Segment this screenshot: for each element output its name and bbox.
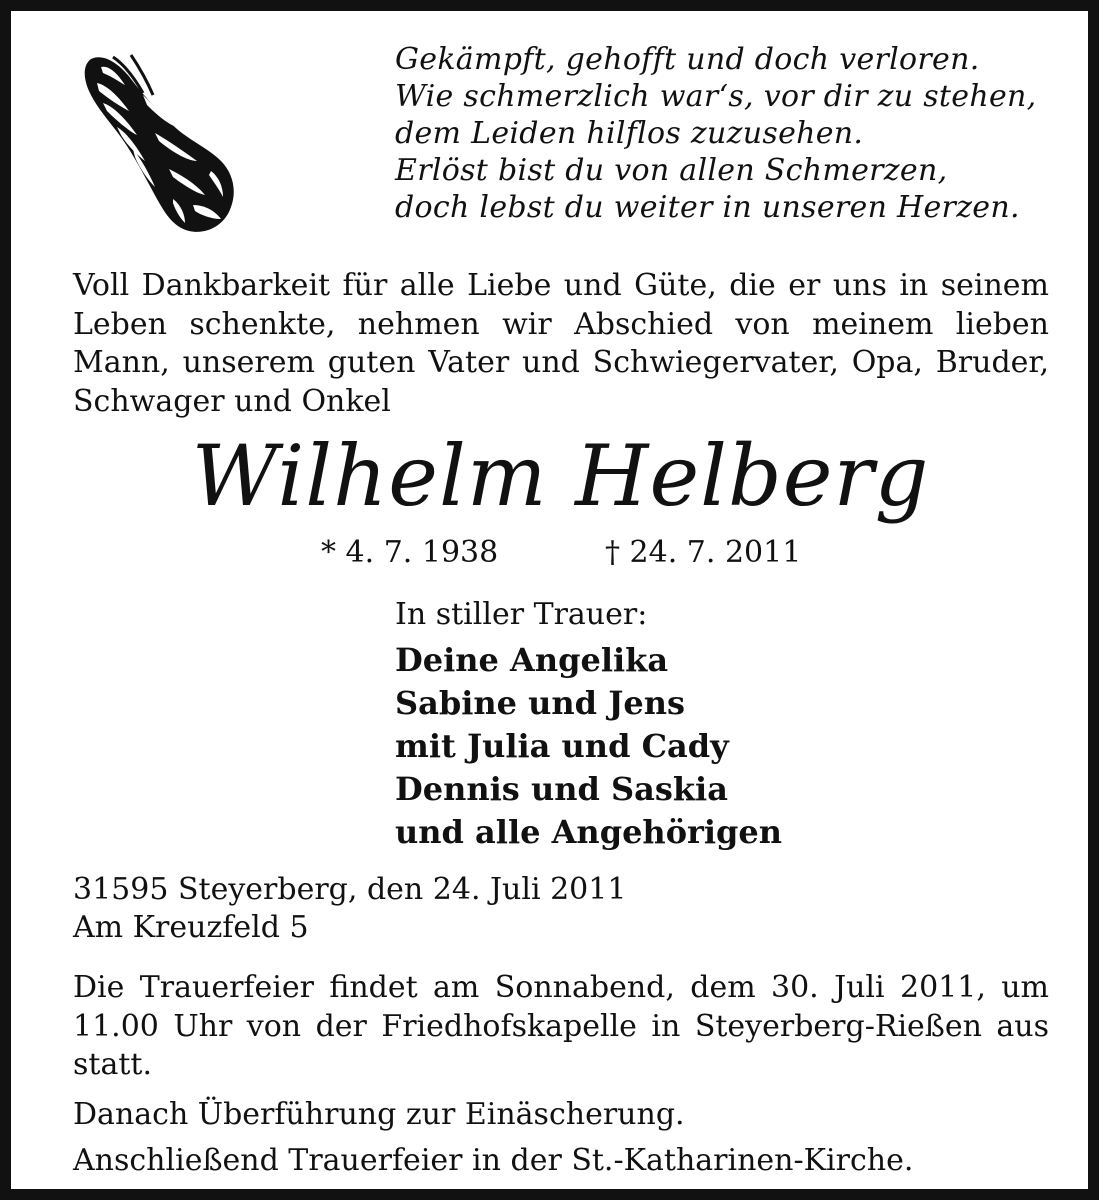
mourner-line: und alle Angehörigen [395,813,783,851]
mourner-line: Dennis und Saskia [395,770,728,808]
birth-date: * 4. 7. 1938 [321,535,499,570]
intro-text [73,267,1049,421]
mourners-list [395,639,782,854]
service-line: 11.00 Uhr von der Friedhofskapelle in Steyerberg-Rießen aus [73,1008,1049,1044]
intro-line: Schwager und Onkel [73,383,391,419]
service-line: statt. [73,1047,152,1082]
deceased-name: Wilhelm Helberg [191,427,930,525]
mourner-line: Sabine und Jens [395,684,685,722]
mourner-line: Deine Angelika [395,641,669,679]
place-date-line: 31595 Steyerberg, den 24. Juli 2011 [73,872,627,907]
intro-line: Voll Dankbarkeit für alle Liebe und Güte, die er uns in seinem [73,268,1049,303]
poem [395,41,1075,226]
address-line: Am Kreuzfeld 5 [73,910,309,945]
poem-line: Wie schmerzlich war‘s, vor dir zu stehen, [395,79,1037,114]
service-info [73,969,1049,1085]
poem-line: doch lebst du weiter in unseren Herzen. [395,190,1020,225]
praying-hands-icon [73,49,243,239]
poem-line: Gekämpft, gehofft und doch verloren. [395,42,980,77]
mourner-line: mit Julia und Cady [395,727,729,765]
death-date: † 24. 7. 2011 [605,535,802,570]
mourning-label: In stiller Trauer: [395,597,648,632]
place-and-address [73,871,626,947]
intro-line: Leben schenkte, nehmen wir Abschied von meinem lieben [73,306,1049,342]
poem-line: dem Leiden hilflos zuzusehen. [395,116,864,151]
intro-line: Mann, unserem guten Vater und Schwiegervater, Opa, Bruder, [73,345,1049,380]
church-note: Anschließend Trauerfeier in der St.-Katharinen-Kirche. [73,1143,914,1178]
service-line: Die Trauerfeier findet am Sonnabend, dem 30. Juli 2011, um [73,970,1049,1005]
poem-line: Erlöst bist du von allen Schmerzen, [395,153,948,188]
transfer-note: Danach Überführung zur Einäscherung. [73,1097,685,1132]
